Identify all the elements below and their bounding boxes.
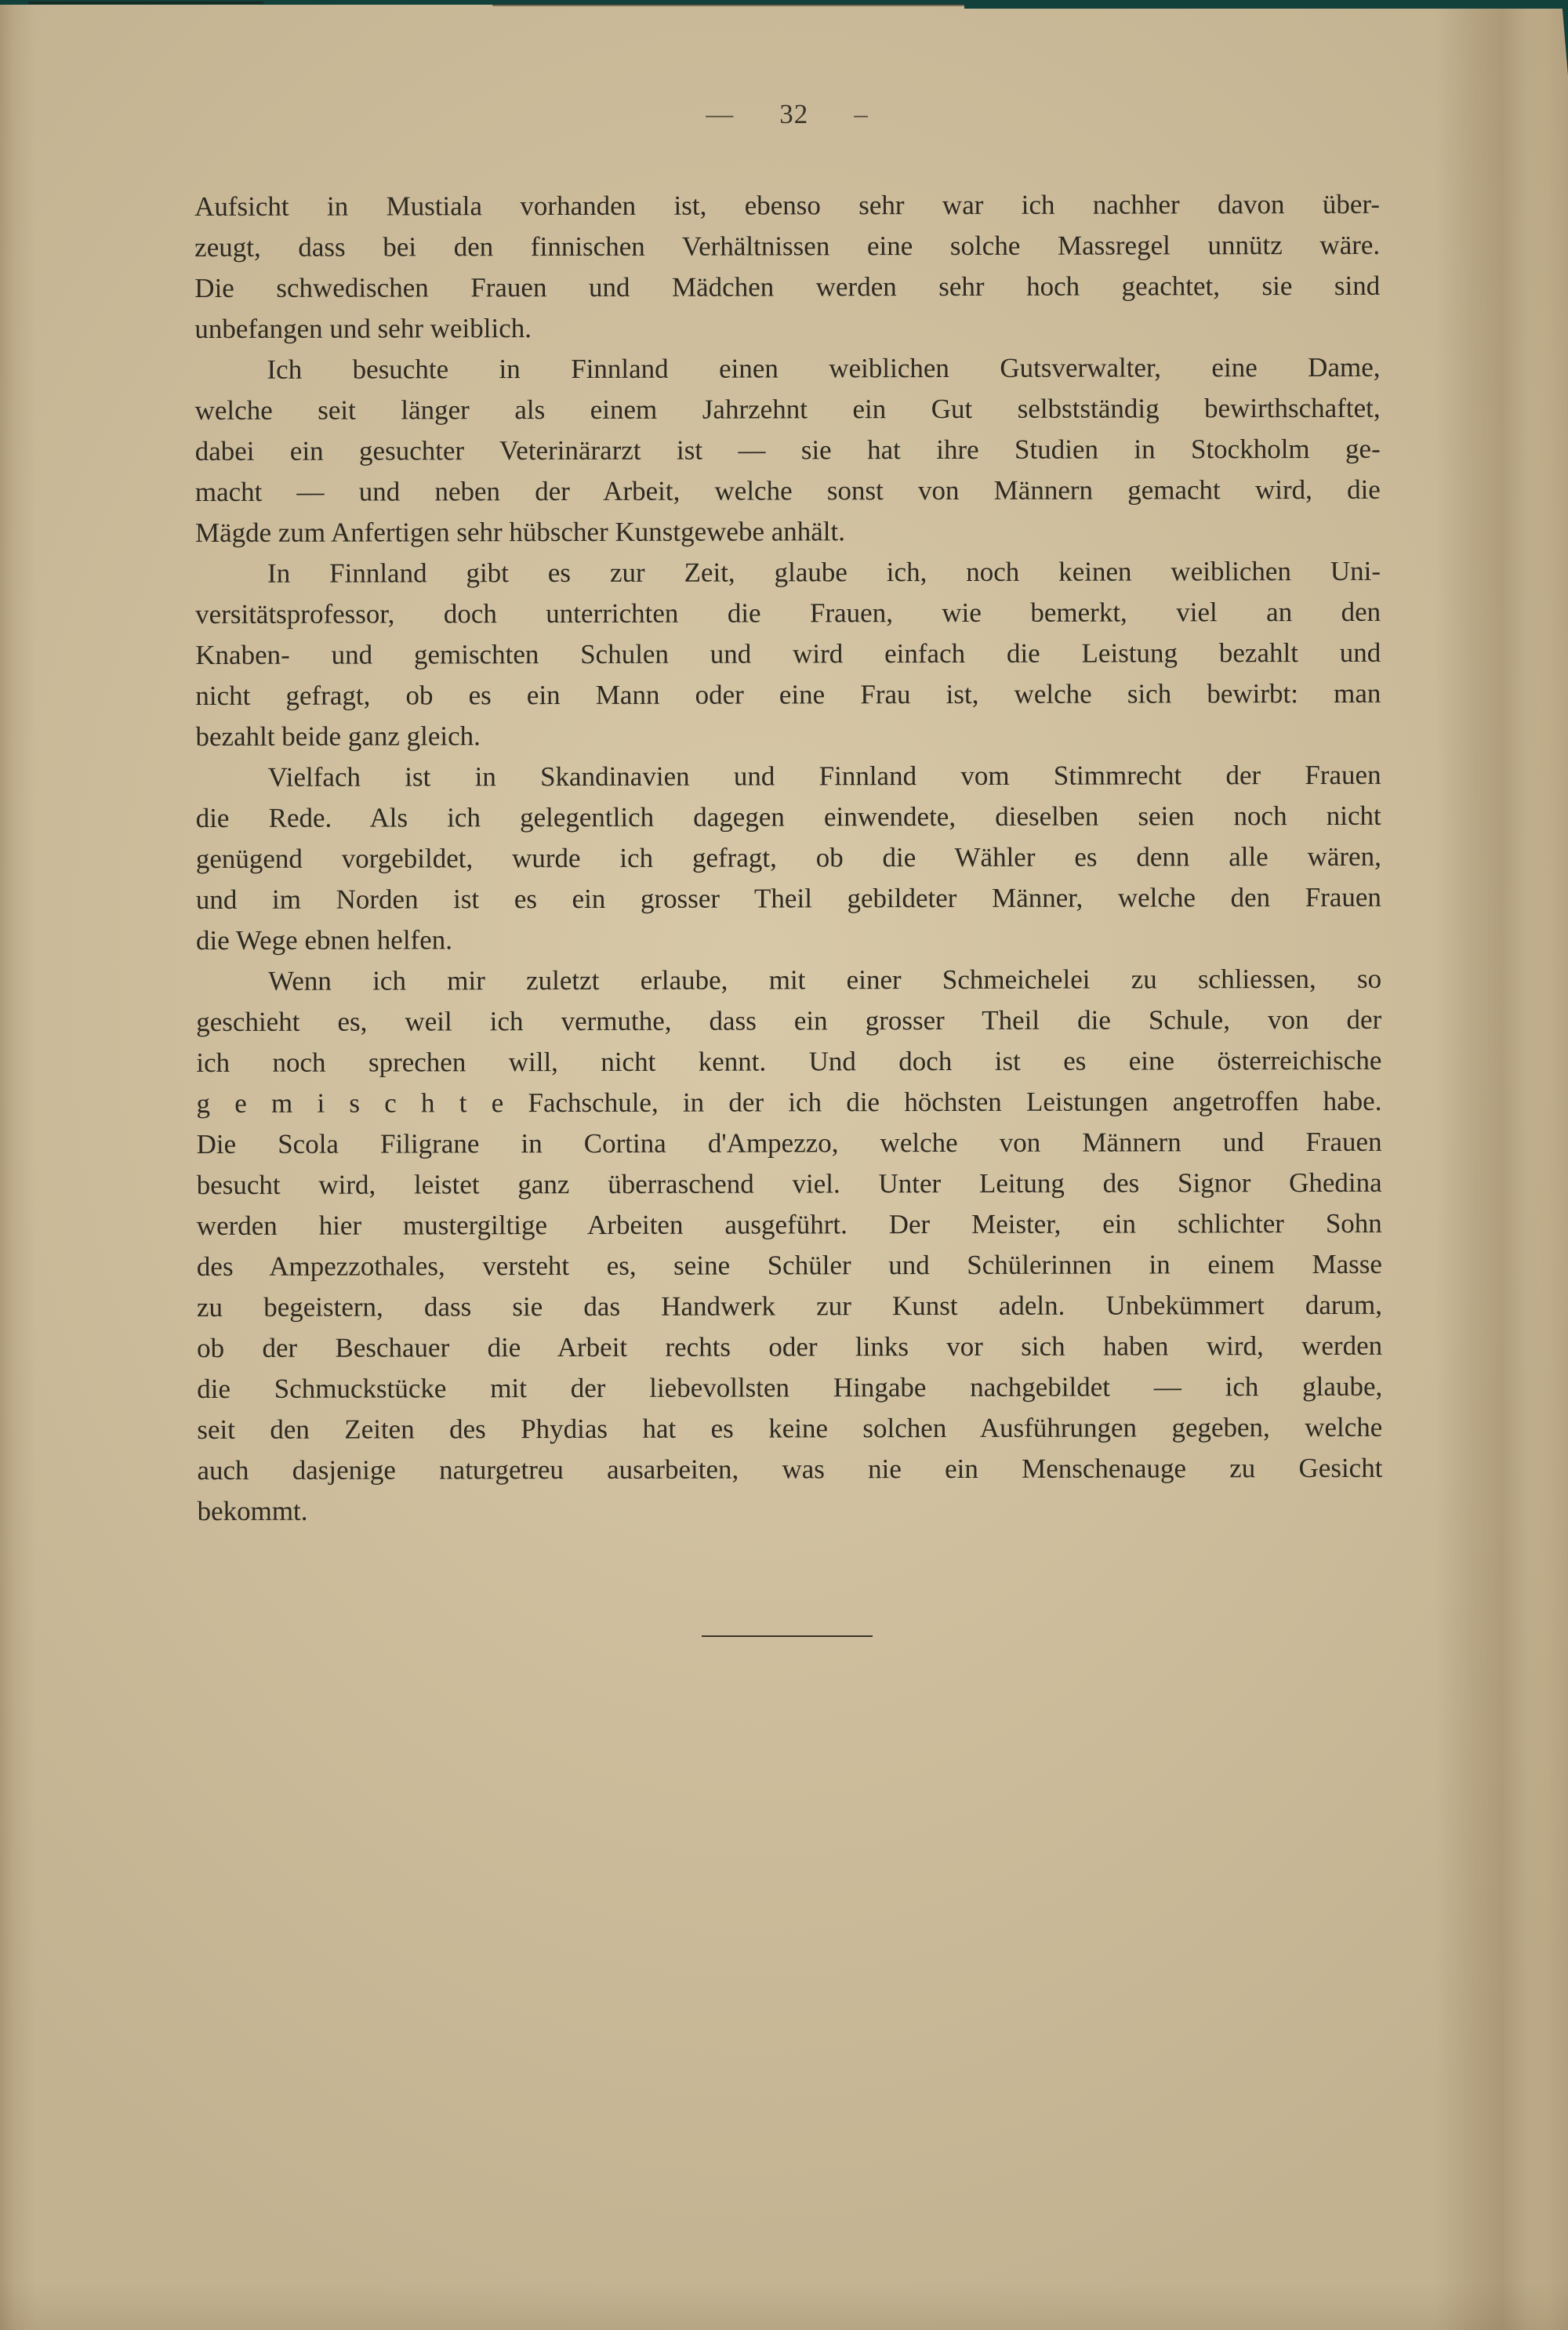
paragraph (194, 347, 1381, 553)
text-line: welche seit länger als einem Jahrzehnt ein Gut selbstständig bewirthschaftet, (194, 392, 1381, 426)
text-line: seit den Zeiten des Phydias hat es keine solchen Ausführungen gegeben, welche (197, 1411, 1383, 1445)
section-end-rule (702, 1635, 873, 1637)
text-line: versitätsprofessor, doch unterrichten die Frauen, wie bemerkt, viel an den (195, 596, 1381, 630)
text-line: bezahlt beide ganz gleich. (195, 720, 481, 752)
text-line: die Wege ebnen helfen. (195, 924, 453, 956)
text-line: Die Scola Filigrane in Cortina d'Ampezzo, welche von Männern und Frauen (196, 1126, 1382, 1160)
text-line: bekommt. (197, 1495, 308, 1526)
text-line: g e m i s c h t e Fachschule, in der ich die höchsten Leistungen angetroffen habe. (196, 1085, 1382, 1119)
text-line: des Ampezzothales, versteht es, seine Schüler und Schülerinnen in einem Masse (196, 1248, 1382, 1282)
page-number-value: 32 (779, 99, 809, 129)
text-line: dabei ein gesuchter Veterinärarzt ist — sie hat ihre Studien in Stockholm ge- (194, 433, 1381, 466)
page-number-dash-right: – (854, 99, 869, 129)
text-line: In Finnland gibt es zur Zeit, glaube ich, noch keinen weiblichen Uni- (267, 555, 1381, 589)
page-number-dash-left: — (706, 99, 735, 129)
text-line: genügend vorgebildet, wurde ich gefragt, ob die Wähler es denn alle wären, (195, 840, 1381, 874)
text-line: Knaben- und gemischten Schulen und wird einfach die Leistung bezahlt und (195, 637, 1381, 670)
text-line: Wenn ich mir zuletzt erlaube, mit einer Schmeichelei zu schliessen, so (268, 963, 1382, 996)
text-line: macht — und neben der Arbeit, welche sonst von Männern gemacht wird, die (194, 474, 1381, 507)
page-number (194, 99, 1380, 130)
text-line: Die schwedischen Frauen und Mädchen werden sehr hoch geachtet, sie sind (194, 270, 1381, 303)
text-line: ob der Beschauer die Arbeit rechts oder links vor sich haben wird, werden (197, 1330, 1383, 1363)
text-line: besucht wird, leistet ganz überraschend viel. Unter Leitung des Signor Ghedina (196, 1167, 1382, 1200)
text-line: auch dasjenige naturgetreu ausarbeiten, was nie ein Menschenauge zu Gesicht (197, 1452, 1383, 1486)
text-line: die Schmuckstücke mit der liebevollsten Hingabe nachgebildet — ich glaube, (197, 1370, 1383, 1404)
text-line: ich noch sprechen will, nicht kennt. Und doch ist es eine österreichische (196, 1044, 1382, 1078)
text-line: und im Norden ist es ein grosser Theil gebildeter Männer, welche den Frauen (195, 881, 1381, 915)
text-line: geschieht es, weil ich vermuthe, dass ein grosser Theil die Schule, von der (196, 1003, 1382, 1037)
text-line: Aufsicht in Mustiala vorhanden ist, ebenso sehr war ich nachher davon über- (194, 188, 1381, 222)
paragraph (196, 959, 1383, 1532)
text-line: Ich besuchte in Finnland einen weiblichen Gutsverwalter, eine Dame, (267, 351, 1381, 385)
backdrop-strip-top (964, 0, 1568, 9)
text-line: die Rede. Als ich gelegentlich dagegen einwendete, dieselben seien noch nicht (195, 800, 1381, 833)
text-line: werden hier mustergiltige Arbeiten ausgeführt. Der Meister, ein schlichter Sohn (196, 1207, 1382, 1241)
text-line: Vielfach ist in Skandinavien und Finnland vom Stimmrecht der Frauen (267, 759, 1381, 793)
text-line: zu begeistern, dass sie das Handwerk zur Kunst adeln. Unbekümmert darum, (196, 1289, 1383, 1323)
text-line: nicht gefragt, ob es ein Mann oder eine Frau ist, welche sich bewirbt: man (195, 677, 1381, 711)
text-line: Mägde zum Anfertigen sehr hübscher Kunstgewebe anhält. (194, 516, 846, 548)
text-line: zeugt, dass bei den finnischen Verhältnissen eine solche Massregel unnütz wäre. (194, 229, 1381, 263)
paragraph (195, 551, 1381, 757)
paragraph (194, 184, 1380, 350)
page-top-edge-line-left (28, 2, 263, 4)
text-line: unbefangen und sehr weiblich. (194, 313, 532, 344)
paragraph (196, 755, 1382, 961)
text-body (194, 184, 1383, 1532)
